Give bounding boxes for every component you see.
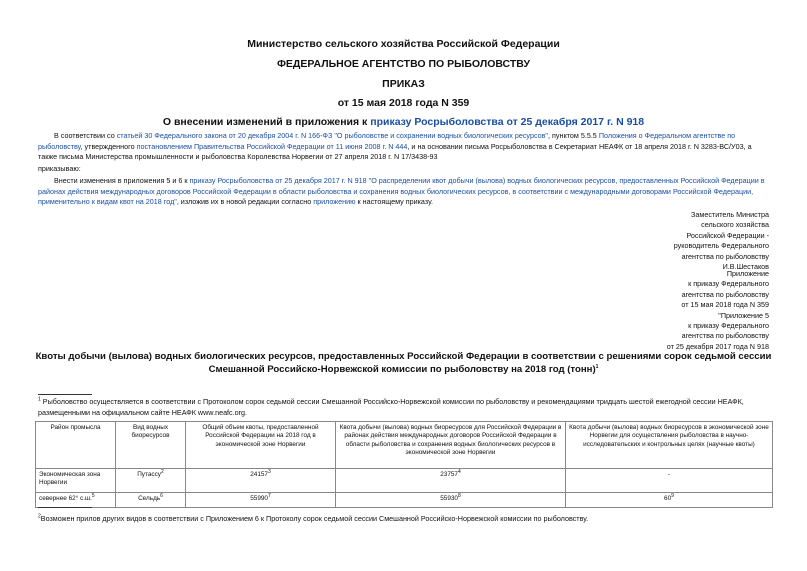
basis-text-b: , пунктом 5.5.5 — [548, 131, 599, 140]
appendix-line: агентства по рыболовству — [681, 331, 769, 341]
signature-line: руководитель Федерального — [673, 241, 769, 251]
signature-line: Заместитель Министра — [691, 210, 769, 219]
footnote-1-text: Рыболовство осуществляется в соответствии с Протоколом сорок седьмой сессии Смешанной Российско-Норвежской комиссии по рыболовству и рекомендациями тридцать шестой ежегодной сессии НЕАФК, размещенными на официальном сайте НЕАФК www.neafc.org. — [38, 397, 744, 417]
appendix-line: агентства по рыболовству — [681, 289, 769, 299]
order-918-full-link[interactable]: приказу Росрыболовства от 25 декабря 2017 г. N 918 "О распределении квот добычи (вылова) водных биологических ресурсов, предоставленных Российской Федерации в районах действия международных договоров Российской Федерации в области рыболовства и сохранения водных биологических ресурсов, в соответствии с международными договорами Российской Федерации, применительно к видам квот на 2018 год" — [38, 176, 765, 207]
quota-table — [35, 421, 773, 508]
document-date-number: от 15 мая 2018 года N 359 — [337, 97, 470, 109]
cell-treaty: 55930$^8$ — [336, 493, 566, 508]
signature-line: Российской Федерации - — [686, 230, 769, 240]
agency-regulation-link[interactable]: Положения о Федеральном агентстве по рыболовству — [38, 131, 736, 151]
basis-text-c: , утвержденного — [80, 141, 137, 151]
footnote-marker: 1 — [595, 363, 599, 370]
appendix-line: от 15 мая 2018 года N 359 — [681, 300, 769, 310]
law-article-30-link[interactable]: статьей 30 Федерального закона от 20 декабря 2004 г. N 166-ФЗ "О рыболовстве и сохранении водных биологических ресурсов" — [116, 131, 548, 140]
quota-title-text: Квоты добычи (вылова) водных биологических ресурсов, предоставленных Российской Федерации в соответствии с решениями сорок седьмой сессии Смешанной Российско-Норвежской комиссии по рыболовству на 2018 год (тонн) — [35, 351, 772, 375]
cell-species: Сельдь$^6$ — [116, 493, 186, 508]
appendix-line: от 25 декабря 2017 года N 918 — [666, 341, 769, 351]
signature-line: агентства по рыболовству — [681, 251, 769, 261]
cell-total: 55990$^7$ — [186, 493, 336, 508]
quota-table-title — [30, 351, 777, 376]
cell-area: Экономическая зона Норвегии — [36, 469, 116, 493]
basis-paragraph — [38, 131, 770, 163]
amendment-paragraph — [38, 176, 770, 208]
appendix-line: "Приложение 5 — [718, 310, 769, 320]
appendix-line: к приказу Федерального — [688, 321, 769, 331]
signature-block — [569, 210, 769, 272]
cell-species: Путассу$^2$ — [116, 469, 186, 493]
col-header-area: Район промысла — [36, 422, 116, 469]
footnote-divider — [38, 394, 92, 395]
basis-text-d: , и на основании письма Росрыболовства в Секретариат НЕАФК от 18 апреля 2018 г. N 3283-ВС/У03, а также письма Министерства промышленности и рыболовства Королевства Норвегии от 27 апреля 2018 г. N 17/3438-93 — [38, 141, 752, 162]
cell-science: $60^9$ — [566, 493, 773, 508]
title-prefix: О внесении изменений в приложения к — [162, 116, 371, 128]
order-word: приказываю: — [38, 164, 81, 173]
appendix-line: к приказу Федерального — [688, 279, 769, 289]
footnote-2-text: Возможен прилов других видов в соответствии с Приложением 6 к Протоколу сорок седьмой сессии Смешанной Российско-Норвежской комиссии по рыболовству. — [40, 514, 589, 523]
cell-science: - — [566, 469, 773, 493]
document-title — [0, 116, 807, 128]
appendix-header — [569, 269, 769, 352]
signatory-name: И.В.Шестаков — [722, 262, 769, 272]
amendment-text-b: , изложив их в новой редакции согласно — [176, 197, 314, 207]
table-row — [36, 493, 773, 508]
appendix-line: Приложение — [726, 269, 769, 278]
agency-name: ФЕДЕРАЛЬНОЕ АГЕНТСТВО ПО РЫБОЛОВСТВУ — [276, 58, 531, 70]
footnote-marker: 2 — [38, 513, 41, 520]
footnote-divider — [38, 507, 92, 508]
order-918-link[interactable]: приказу Росрыболовства от 25 декабря 2017 г. N 918 — [370, 116, 645, 128]
col-header-science-quota: Квота добычи (вылова) водных биоресурсов в экономической зоне Норвегии для осуществления рыболовства в научно-исследовательских и контрольных целях (научные квоты) — [566, 422, 773, 469]
signature-line: сельского хозяйства — [701, 220, 769, 230]
appendix-link[interactable]: приложению — [313, 197, 356, 207]
government-decree-link[interactable]: постановлением Правительства Российской Федерации от 11 июня 2008 г. N 444 — [136, 141, 408, 151]
cell-treaty: 23757$^4$ — [336, 469, 566, 493]
col-header-total-quota: Общий объем квоты, предоставленной Российской Федерации на 2018 год в экономической зоне Норвегии — [186, 422, 336, 469]
footnote-2 — [38, 514, 778, 525]
amendment-text-c: к настоящему приказу. — [355, 197, 433, 207]
ministry-name: Министерство сельского хозяйства Российской Федерации — [247, 38, 560, 50]
cell-total: 24157$^3$ — [186, 469, 336, 493]
col-header-treaty-quota: Квота добычи (вылова) водных биоресурсов для Российской Федерации в районах действия международных договоров Российской Федерации в области рыболовства и сохранения водных биологических ресурсов в экономической зоне Норвегии — [336, 422, 566, 469]
footnote-marker: 1 — [38, 396, 41, 403]
col-header-species: Вид водных биоресурсов — [116, 422, 186, 469]
basis-text-a: В соответствии со — [54, 131, 117, 140]
amendment-text-a: Внести изменения в приложения 5 и 6 к — [54, 176, 190, 185]
footnote-1 — [38, 397, 778, 418]
document-type: ПРИКАЗ — [382, 78, 425, 90]
cell-area: севернее 62° с.ш.$^5$ — [36, 493, 116, 508]
table-row — [36, 469, 773, 493]
